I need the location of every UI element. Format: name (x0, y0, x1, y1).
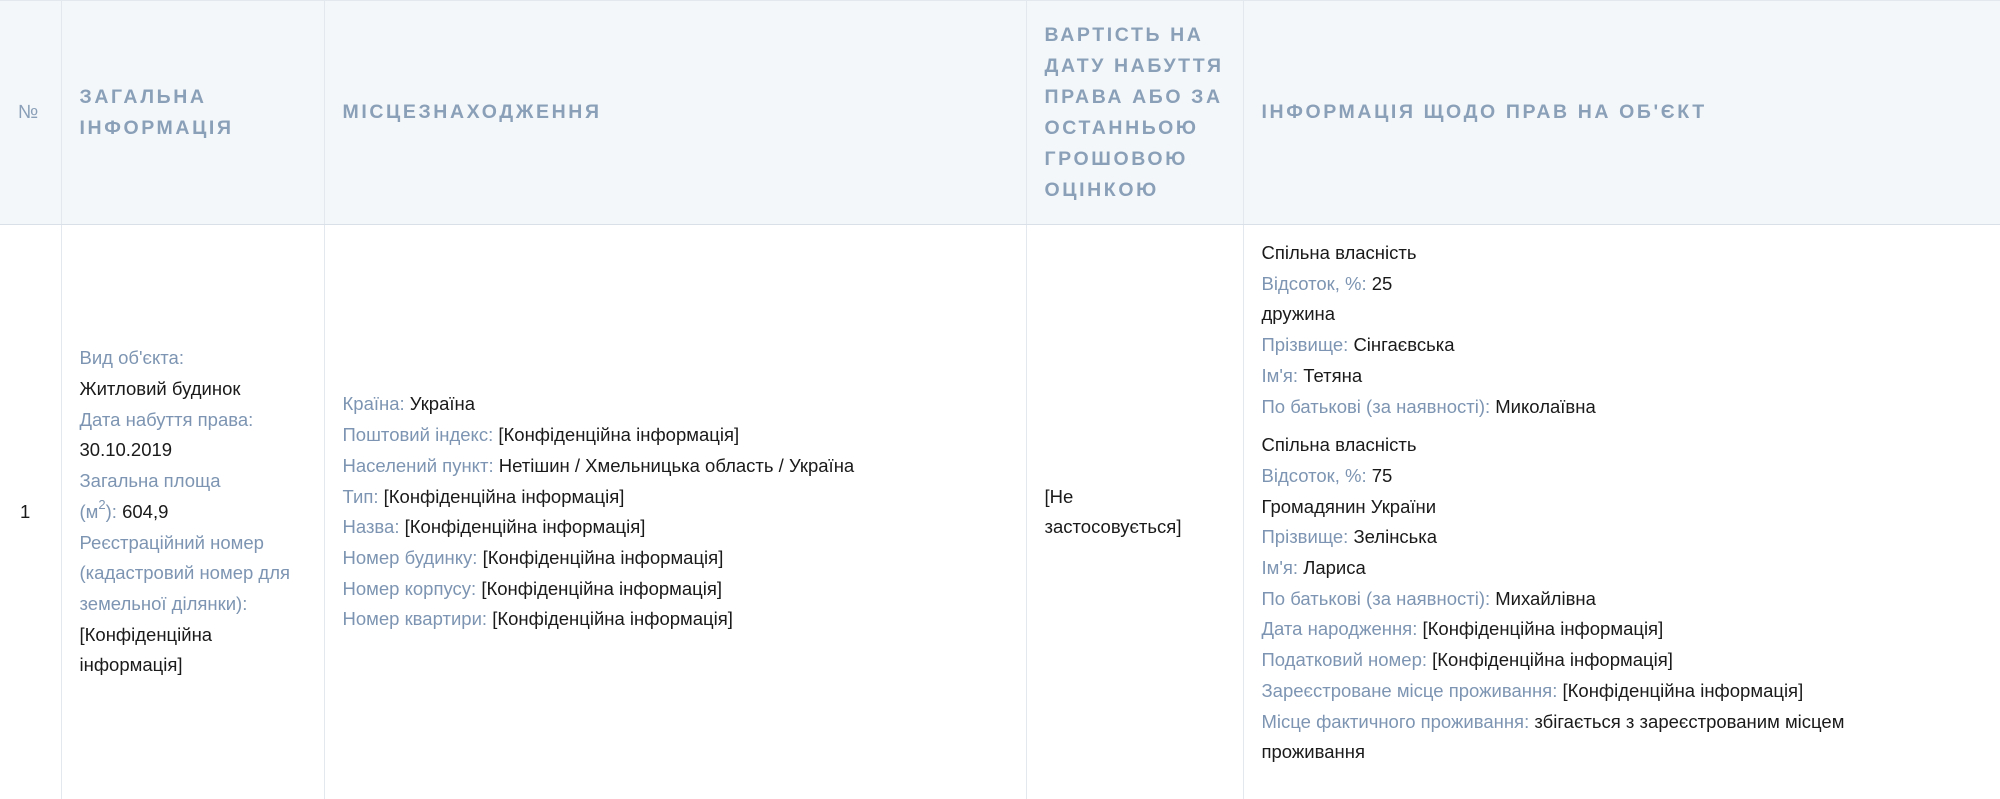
owner-block-2 (1262, 430, 1983, 768)
patronymic-value: Михайлівна (1495, 587, 1596, 609)
percent-label: Відсоток, %: (1261, 464, 1367, 486)
relation-value: Громадянин України (1261, 495, 1437, 517)
first-name-field (1262, 553, 1983, 584)
header-value: ВАРТІСТЬ НА ДАТУ НАБУТТЯ ПРАВА АБО ЗА ОСТАННЬОЮ ГРОШОВОЮ ОЦІНКОЮ (1026, 1, 1243, 225)
patronymic-value: Миколаївна (1495, 395, 1596, 417)
surname-field (1262, 522, 1983, 553)
street-type-field (343, 482, 1008, 513)
value-cell (1026, 225, 1243, 799)
ownership-type: Спільна власність (1261, 434, 1417, 456)
patronymic-field (1262, 584, 1983, 615)
patronymic-field (1262, 392, 1983, 423)
registered-address-field (1262, 676, 1983, 707)
registration-number-label: Реєстраційний номер (кадастровий номер для земельної ділянки): (79, 531, 291, 614)
country-field (343, 389, 1008, 420)
postal-label: Поштовий індекс: (342, 424, 494, 446)
street-name-value: [Конфіденційна інформація] (404, 516, 646, 538)
row-number: 1 (0, 225, 61, 799)
surname-field (1262, 330, 1983, 361)
percent-field (1262, 269, 1983, 300)
street-name-field (343, 512, 1008, 543)
object-type-label: Вид об'єкта: (79, 347, 184, 369)
acquired-date-value: 30.10.2019 (79, 439, 173, 461)
actual-address-field (1262, 707, 1912, 768)
percent-label: Відсоток, %: (1261, 272, 1367, 294)
city-field (343, 451, 1008, 482)
patronymic-label: По батькові (за наявності): (1261, 395, 1491, 417)
area-field (80, 466, 306, 527)
apartment-number-label: Номер квартири: (342, 608, 488, 630)
header-rights: ІНФОРМАЦІЯ ЩОДО ПРАВ НА ОБ'ЄКТ (1243, 1, 2000, 225)
surname-value: Сінгаєвська (1353, 334, 1455, 356)
rights-cell (1243, 225, 2000, 799)
header-location: МІСЦЕЗНАХОДЖЕННЯ (324, 1, 1026, 225)
street-type-label: Тип: (342, 485, 379, 507)
tax-number-value: [Конфіденційна інформація] (1432, 649, 1673, 671)
actual-address-value: збігається з зареєстрованим місцем проживання (1261, 710, 1845, 763)
location-cell (324, 225, 1026, 799)
relation-value: дружина (1261, 303, 1336, 325)
first-name-field (1262, 361, 1983, 392)
house-number-value: [Конфіденційна інформація] (482, 546, 724, 568)
tax-number-label: Податковий номер: (1261, 649, 1427, 671)
apartment-number-value: [Конфіденційна інформація] (492, 608, 733, 630)
registration-number-value: [Конфіденційна інформація] (79, 623, 213, 676)
corpus-number-value: [Конфіденційна інформація] (481, 577, 723, 599)
birth-date-field (1262, 614, 1983, 645)
street-type-value: [Конфіденційна інформація] (383, 485, 625, 507)
apartment-number-field (343, 604, 1008, 635)
area-label-sup: 2 (98, 496, 106, 512)
header-general-info: ЗАГАЛЬНА ІНФОРМАЦІЯ (61, 1, 324, 225)
street-name-label: Назва: (342, 516, 400, 538)
country-value: Україна (409, 393, 476, 415)
first-name-label: Ім'я: (1261, 557, 1299, 579)
surname-label: Прізвище: (1261, 334, 1349, 356)
city-label: Населений пункт: (342, 454, 494, 476)
country-label: Країна: (342, 393, 405, 415)
first-name-value: Лариса (1303, 557, 1366, 579)
table-row (0, 225, 2000, 799)
tax-number-field (1262, 645, 1983, 676)
first-name-label: Ім'я: (1261, 364, 1299, 386)
object-type-value: Житловий будинок (79, 378, 241, 400)
percent-field (1262, 461, 1983, 492)
birth-date-label: Дата народження: (1261, 618, 1418, 640)
ownership-type: Спільна власність (1261, 242, 1417, 263)
actual-address-label: Місце фактичного проживання: (1261, 710, 1530, 732)
table-body (0, 225, 2000, 799)
header-row (0, 1, 2000, 225)
house-number-field (343, 543, 1008, 574)
area-label-end: ): (105, 500, 117, 522)
value-text: [Не застосовується] (1044, 485, 1182, 538)
area-label-unit: (м (79, 500, 99, 522)
registered-address-label: Зареєстроване місце проживання: (1261, 679, 1558, 701)
area-label: Загальна площа (79, 470, 221, 492)
house-number-label: Номер будинку: (342, 546, 478, 568)
percent-value: 25 (1371, 272, 1393, 294)
general-info-cell (61, 225, 324, 799)
birth-date-value: [Конфіденційна інформація] (1422, 618, 1664, 640)
acquired-date-label: Дата набуття права: (79, 408, 254, 430)
percent-value: 75 (1371, 464, 1393, 486)
registered-address-value: [Конфіденційна інформація] (1562, 679, 1804, 701)
patronymic-label: По батькові (за наявності): (1261, 587, 1491, 609)
owner-block-1 (1262, 238, 1983, 422)
first-name-value: Тетяна (1303, 364, 1363, 386)
corpus-number-label: Номер корпусу: (342, 577, 477, 599)
table-header (0, 1, 2000, 225)
header-number: № (0, 1, 61, 225)
postal-field (343, 420, 1008, 451)
city-value: Нетішин / Хмельницька область / Україна (498, 454, 855, 476)
corpus-number-field (343, 574, 1008, 605)
postal-value: [Конфіденційна інформація] (498, 424, 740, 446)
area-value: 604,9 (122, 500, 169, 522)
surname-label: Прізвище: (1261, 526, 1349, 548)
surname-value: Зелінська (1353, 526, 1438, 548)
